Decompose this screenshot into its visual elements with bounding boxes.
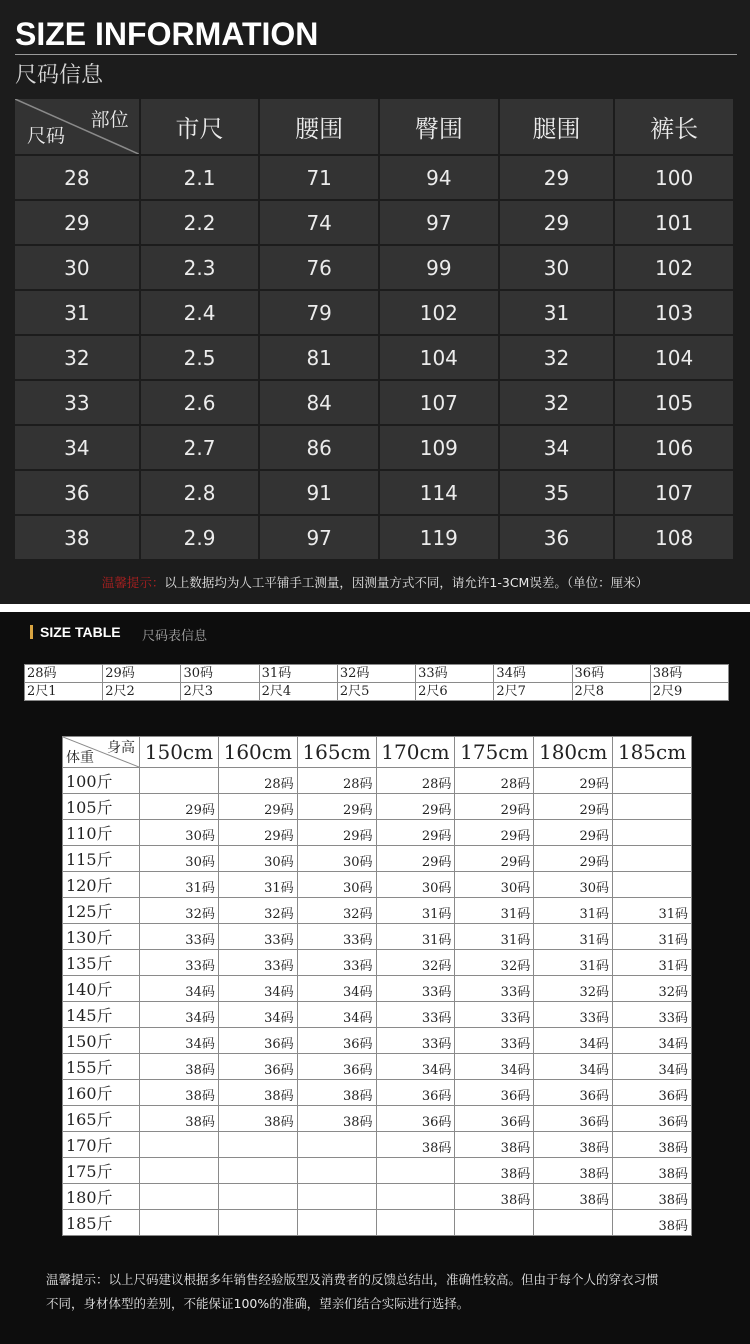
weight-row [63, 1002, 692, 1028]
measurement-cell: 2.1 [141, 156, 259, 199]
recommended-size-cell: 30码 [534, 872, 613, 898]
size-cell: 30 [15, 246, 139, 289]
recommended-size-cell: 33码 [218, 924, 297, 950]
measurement-cell: 102 [380, 291, 498, 334]
size-information-title: SIZE INFORMATION [15, 16, 319, 52]
recommended-size-cell: 32码 [455, 950, 534, 976]
measurement-cell: 2.5 [141, 336, 259, 379]
weight-cell: 110斤 [63, 820, 140, 846]
header-cell: 腰围 [260, 99, 378, 154]
corner-cell [15, 99, 139, 154]
measurement-row [15, 381, 733, 424]
recommended-size-cell: 38码 [140, 1054, 219, 1080]
recommended-size-cell: 33码 [376, 1002, 455, 1028]
recommended-size-cell [613, 820, 692, 846]
weight-row [63, 794, 692, 820]
measurement-cell: 30 [500, 246, 614, 289]
recommended-size-cell: 29码 [297, 820, 376, 846]
recommended-size-cell: 36码 [297, 1028, 376, 1054]
recommended-size-cell: 38码 [455, 1132, 534, 1158]
measurement-cell: 74 [260, 201, 378, 244]
header-cell: 裤长 [615, 99, 733, 154]
recommended-size-cell: 38码 [376, 1132, 455, 1158]
recommended-size-cell: 30码 [297, 872, 376, 898]
recommended-size-cell: 31码 [613, 898, 692, 924]
recommended-size-cell: 31码 [218, 872, 297, 898]
corner-label-height: 身高 [107, 740, 135, 756]
recommended-size-cell: 31码 [534, 924, 613, 950]
weight-row [63, 768, 692, 794]
measurement-cell: 97 [380, 201, 498, 244]
height-header-cell: 185cm [613, 737, 692, 768]
weight-row [63, 1210, 692, 1236]
measurement-header-row [15, 99, 733, 154]
recommended-size-cell: 31码 [534, 898, 613, 924]
measurement-cell: 84 [260, 381, 378, 424]
measurement-row [15, 516, 733, 559]
recommended-size-cell: 33码 [140, 950, 219, 976]
note-line: 不同，身材体型的差别，不能保证100%的准确，望亲们结合实际进行选择。 [46, 1296, 470, 1311]
note-line: 温馨提示：以上尺码建议根据多年销售经验版型及消费者的反馈总结出，准确性较高。但由于每个人的穿衣习惯 [46, 1272, 659, 1287]
recommended-size-cell: 34码 [613, 1054, 692, 1080]
recommended-size-cell: 34码 [376, 1054, 455, 1080]
note-prefix: 温馨提示： [101, 575, 165, 590]
measurement-row [15, 426, 733, 469]
weight-row [63, 872, 692, 898]
recommended-size-cell: 33码 [218, 950, 297, 976]
size-cell: 36 [15, 471, 139, 514]
recommended-size-cell: 38码 [613, 1210, 692, 1236]
recommended-size-cell: 38码 [613, 1158, 692, 1184]
recommended-size-cell: 32码 [376, 950, 455, 976]
recommended-size-cell: 34码 [297, 976, 376, 1002]
recommended-size-cell: 38码 [534, 1184, 613, 1210]
measurement-cell: 106 [615, 426, 733, 469]
recommended-size-cell: 31码 [376, 924, 455, 950]
recommended-size-cell: 28码 [376, 768, 455, 794]
recommended-size-cell: 38码 [218, 1106, 297, 1132]
measurement-cell: 32 [500, 336, 614, 379]
strip-size-cell: 29码 [103, 665, 181, 683]
weight-row [63, 1158, 692, 1184]
recommended-size-cell: 38码 [297, 1106, 376, 1132]
corner-label-weight: 体重 [66, 750, 94, 766]
weight-cell: 130斤 [63, 924, 140, 950]
height-header-cell: 165cm [297, 737, 376, 768]
strip-chi-cell: 2尺5 [337, 683, 415, 701]
measurement-cell: 35 [500, 471, 614, 514]
measurement-cell: 29 [500, 156, 614, 199]
recommended-size-cell: 29码 [534, 846, 613, 872]
strip-chi-cell: 2尺6 [416, 683, 494, 701]
strip-size-row [25, 665, 729, 683]
recommended-size-cell: 38码 [297, 1080, 376, 1106]
recommended-size-cell: 36码 [613, 1106, 692, 1132]
recommended-size-cell [613, 768, 692, 794]
size-cell: 32 [15, 336, 139, 379]
strip-size-cell: 38码 [650, 665, 728, 683]
strip-size-cell: 30码 [181, 665, 259, 683]
strip-chi-cell: 2尺4 [259, 683, 337, 701]
measurement-cell: 34 [500, 426, 614, 469]
recommended-size-cell [613, 794, 692, 820]
recommended-size-cell: 33码 [455, 976, 534, 1002]
measurement-cell: 108 [615, 516, 733, 559]
recommended-size-cell: 29码 [534, 820, 613, 846]
measurement-cell: 104 [615, 336, 733, 379]
weight-row [63, 950, 692, 976]
measurement-cell: 76 [260, 246, 378, 289]
measurement-cell: 101 [615, 201, 733, 244]
recommended-size-cell [534, 1210, 613, 1236]
height-header-row [63, 737, 692, 768]
recommended-size-cell: 32码 [218, 898, 297, 924]
recommended-size-cell [140, 1132, 219, 1158]
recommended-size-cell: 36码 [376, 1106, 455, 1132]
measurement-row [15, 246, 733, 289]
weight-cell: 125斤 [63, 898, 140, 924]
measurement-cell: 2.3 [141, 246, 259, 289]
weight-row [63, 898, 692, 924]
recommended-size-cell: 36码 [613, 1080, 692, 1106]
recommended-size-cell: 28码 [297, 768, 376, 794]
measurement-cell: 91 [260, 471, 378, 514]
strip-chi-cell: 2尺7 [494, 683, 572, 701]
weight-row [63, 1054, 692, 1080]
recommended-size-cell [613, 846, 692, 872]
recommended-size-cell: 34码 [455, 1054, 534, 1080]
weight-row [63, 1080, 692, 1106]
title-divider [15, 54, 737, 55]
recommended-size-cell [218, 1158, 297, 1184]
weight-row [63, 976, 692, 1002]
recommended-size-cell [613, 872, 692, 898]
measurement-cell: 94 [380, 156, 498, 199]
recommended-size-cell: 31码 [613, 924, 692, 950]
measurement-cell: 102 [615, 246, 733, 289]
recommended-size-cell: 38码 [140, 1106, 219, 1132]
recommended-size-cell: 33码 [140, 924, 219, 950]
recommended-size-cell: 34码 [218, 976, 297, 1002]
strip-chi-cell: 2尺2 [103, 683, 181, 701]
strip-size-cell: 31码 [259, 665, 337, 683]
recommended-size-cell [140, 1210, 219, 1236]
recommended-size-cell: 38码 [613, 1132, 692, 1158]
recommended-size-cell: 29码 [218, 820, 297, 846]
recommended-size-cell: 32码 [140, 898, 219, 924]
recommended-size-cell [297, 1210, 376, 1236]
size-information-section [0, 0, 750, 604]
size-cell: 34 [15, 426, 139, 469]
measurement-cell: 2.9 [141, 516, 259, 559]
weight-cell: 175斤 [63, 1158, 140, 1184]
recommended-size-cell: 33码 [613, 1002, 692, 1028]
recommended-size-cell: 38码 [534, 1132, 613, 1158]
recommended-size-cell: 34码 [613, 1028, 692, 1054]
measurement-row [15, 336, 733, 379]
strip-chi-cell: 2尺8 [572, 683, 650, 701]
measurement-cell: 71 [260, 156, 378, 199]
measurement-cell: 2.4 [141, 291, 259, 334]
recommended-size-cell: 36码 [534, 1080, 613, 1106]
recommended-size-cell: 36码 [297, 1054, 376, 1080]
recommended-size-cell: 29码 [297, 794, 376, 820]
recommended-size-cell: 38码 [455, 1158, 534, 1184]
measurement-cell: 104 [380, 336, 498, 379]
measurement-note [0, 573, 750, 591]
strip-chi-row [25, 683, 729, 701]
measurement-cell: 103 [615, 291, 733, 334]
recommended-size-cell: 38码 [534, 1158, 613, 1184]
strip-chi-cell: 2尺3 [181, 683, 259, 701]
recommended-size-cell: 36码 [455, 1080, 534, 1106]
measurement-row [15, 201, 733, 244]
height-weight-table [62, 736, 692, 1236]
measurement-row [15, 471, 733, 514]
header-cell: 臀围 [380, 99, 498, 154]
measurement-cell: 79 [260, 291, 378, 334]
heading-accent-bar [30, 625, 33, 639]
size-table-note [46, 1268, 726, 1316]
measurement-cell: 2.2 [141, 201, 259, 244]
strip-size-cell: 34码 [494, 665, 572, 683]
recommended-size-cell [218, 1132, 297, 1158]
measurement-cell: 29 [500, 201, 614, 244]
recommended-size-cell: 34码 [140, 1002, 219, 1028]
size-information-subtitle: 尺码信息 [15, 63, 104, 88]
weight-row [63, 1184, 692, 1210]
corner-cell [63, 737, 140, 768]
recommended-size-cell [218, 1210, 297, 1236]
corner-label-size: 尺码 [27, 125, 66, 147]
weight-cell: 105斤 [63, 794, 140, 820]
recommended-size-cell: 30码 [140, 846, 219, 872]
weight-row [63, 1132, 692, 1158]
measurement-row [15, 156, 733, 199]
measurement-cell: 105 [615, 381, 733, 424]
recommended-size-cell: 36码 [218, 1054, 297, 1080]
strip-size-cell: 32码 [337, 665, 415, 683]
recommended-size-cell: 30码 [376, 872, 455, 898]
weight-cell: 180斤 [63, 1184, 140, 1210]
recommended-size-cell [376, 1158, 455, 1184]
recommended-size-cell: 29码 [376, 794, 455, 820]
size-cell: 31 [15, 291, 139, 334]
weight-cell: 100斤 [63, 768, 140, 794]
recommended-size-cell: 31码 [140, 872, 219, 898]
recommended-size-cell: 29码 [140, 794, 219, 820]
weight-cell: 135斤 [63, 950, 140, 976]
strip-chi-cell: 2尺9 [650, 683, 728, 701]
recommended-size-cell: 31码 [613, 950, 692, 976]
recommended-size-cell: 30码 [455, 872, 534, 898]
recommended-size-cell [297, 1158, 376, 1184]
recommended-size-cell: 38码 [455, 1184, 534, 1210]
measurement-cell: 36 [500, 516, 614, 559]
size-table-title: SIZE TABLE [40, 624, 121, 640]
recommended-size-cell: 32码 [613, 976, 692, 1002]
measurement-row [15, 291, 733, 334]
strip-size-cell: 28码 [25, 665, 103, 683]
measurement-cell: 99 [380, 246, 498, 289]
measurement-cell: 97 [260, 516, 378, 559]
measurement-cell: 81 [260, 336, 378, 379]
recommended-size-cell [376, 1210, 455, 1236]
note-text: 以上数据均为人工平铺手工测量，因测量方式不同，请允许1-3CM误差。（单位：厘米） [164, 575, 649, 590]
recommended-size-cell: 29码 [455, 794, 534, 820]
weight-cell: 145斤 [63, 1002, 140, 1028]
height-header-cell: 175cm [455, 737, 534, 768]
measurement-cell: 2.6 [141, 381, 259, 424]
recommended-size-cell: 33码 [297, 950, 376, 976]
measurement-cell: 100 [615, 156, 733, 199]
recommended-size-cell [455, 1210, 534, 1236]
strip-size-cell: 33码 [416, 665, 494, 683]
recommended-size-cell: 34码 [140, 976, 219, 1002]
recommended-size-cell: 31码 [455, 924, 534, 950]
size-conversion-strip [24, 664, 729, 701]
recommended-size-cell: 36码 [455, 1106, 534, 1132]
recommended-size-cell: 28码 [218, 768, 297, 794]
weight-row [63, 924, 692, 950]
recommended-size-cell: 33码 [455, 1002, 534, 1028]
weight-cell: 155斤 [63, 1054, 140, 1080]
recommended-size-cell [218, 1184, 297, 1210]
recommended-size-cell: 29码 [218, 794, 297, 820]
recommended-size-cell: 38码 [140, 1080, 219, 1106]
weight-cell: 115斤 [63, 846, 140, 872]
recommended-size-cell [297, 1132, 376, 1158]
height-header-cell: 170cm [376, 737, 455, 768]
measurement-cell: 2.7 [141, 426, 259, 469]
measurement-cell: 2.8 [141, 471, 259, 514]
recommended-size-cell: 31码 [455, 898, 534, 924]
size-table-subtitle: 尺码表信息 [142, 628, 208, 643]
recommended-size-cell: 34码 [218, 1002, 297, 1028]
measurement-cell: 86 [260, 426, 378, 469]
recommended-size-cell: 29码 [376, 820, 455, 846]
recommended-size-cell: 32码 [297, 898, 376, 924]
recommended-size-cell: 32码 [534, 976, 613, 1002]
recommended-size-cell: 33码 [376, 1028, 455, 1054]
recommended-size-cell: 36码 [534, 1106, 613, 1132]
size-cell: 28 [15, 156, 139, 199]
recommended-size-cell: 33码 [376, 976, 455, 1002]
recommended-size-cell: 36码 [218, 1028, 297, 1054]
recommended-size-cell: 34码 [534, 1028, 613, 1054]
measurement-cell: 119 [380, 516, 498, 559]
header-cell: 腿围 [500, 99, 614, 154]
size-cell: 38 [15, 516, 139, 559]
weight-cell: 165斤 [63, 1106, 140, 1132]
measurement-cell: 32 [500, 381, 614, 424]
height-header-cell: 160cm [218, 737, 297, 768]
measurement-cell: 109 [380, 426, 498, 469]
weight-cell: 160斤 [63, 1080, 140, 1106]
recommended-size-cell: 29码 [376, 846, 455, 872]
recommended-size-cell: 31码 [534, 950, 613, 976]
recommended-size-cell: 33码 [534, 1002, 613, 1028]
weight-row [63, 1106, 692, 1132]
recommended-size-cell [376, 1184, 455, 1210]
size-table-section [0, 612, 750, 1344]
recommended-size-cell: 29码 [455, 820, 534, 846]
weight-row [63, 1028, 692, 1054]
recommended-size-cell: 30码 [297, 846, 376, 872]
measurement-cell: 107 [615, 471, 733, 514]
recommended-size-cell: 33码 [297, 924, 376, 950]
recommended-size-cell: 38码 [218, 1080, 297, 1106]
height-header-cell: 180cm [534, 737, 613, 768]
size-cell: 33 [15, 381, 139, 424]
size-cell: 29 [15, 201, 139, 244]
recommended-size-cell: 38码 [613, 1184, 692, 1210]
recommended-size-cell [297, 1184, 376, 1210]
measurement-cell: 107 [380, 381, 498, 424]
recommended-size-cell: 28码 [455, 768, 534, 794]
recommended-size-cell: 30码 [140, 820, 219, 846]
strip-size-cell: 36码 [572, 665, 650, 683]
measurement-cell: 114 [380, 471, 498, 514]
recommended-size-cell: 29码 [534, 768, 613, 794]
recommended-size-cell: 34码 [297, 1002, 376, 1028]
weight-row [63, 820, 692, 846]
recommended-size-cell: 29码 [534, 794, 613, 820]
header-cell: 市尺 [141, 99, 259, 154]
weight-cell: 150斤 [63, 1028, 140, 1054]
recommended-size-cell [140, 1158, 219, 1184]
recommended-size-cell: 29码 [455, 846, 534, 872]
recommended-size-cell [140, 1184, 219, 1210]
weight-cell: 120斤 [63, 872, 140, 898]
recommended-size-cell: 36码 [376, 1080, 455, 1106]
recommended-size-cell: 34码 [140, 1028, 219, 1054]
measurement-table [13, 97, 735, 561]
weight-cell: 170斤 [63, 1132, 140, 1158]
weight-cell: 140斤 [63, 976, 140, 1002]
weight-row [63, 846, 692, 872]
height-header-cell: 150cm [140, 737, 219, 768]
recommended-size-cell [140, 768, 219, 794]
recommended-size-cell: 34码 [534, 1054, 613, 1080]
weight-cell: 185斤 [63, 1210, 140, 1236]
recommended-size-cell: 33码 [455, 1028, 534, 1054]
corner-label-part: 部位 [90, 109, 129, 131]
recommended-size-cell: 31码 [376, 898, 455, 924]
recommended-size-cell: 30码 [218, 846, 297, 872]
measurement-cell: 31 [500, 291, 614, 334]
strip-chi-cell: 2尺1 [25, 683, 103, 701]
